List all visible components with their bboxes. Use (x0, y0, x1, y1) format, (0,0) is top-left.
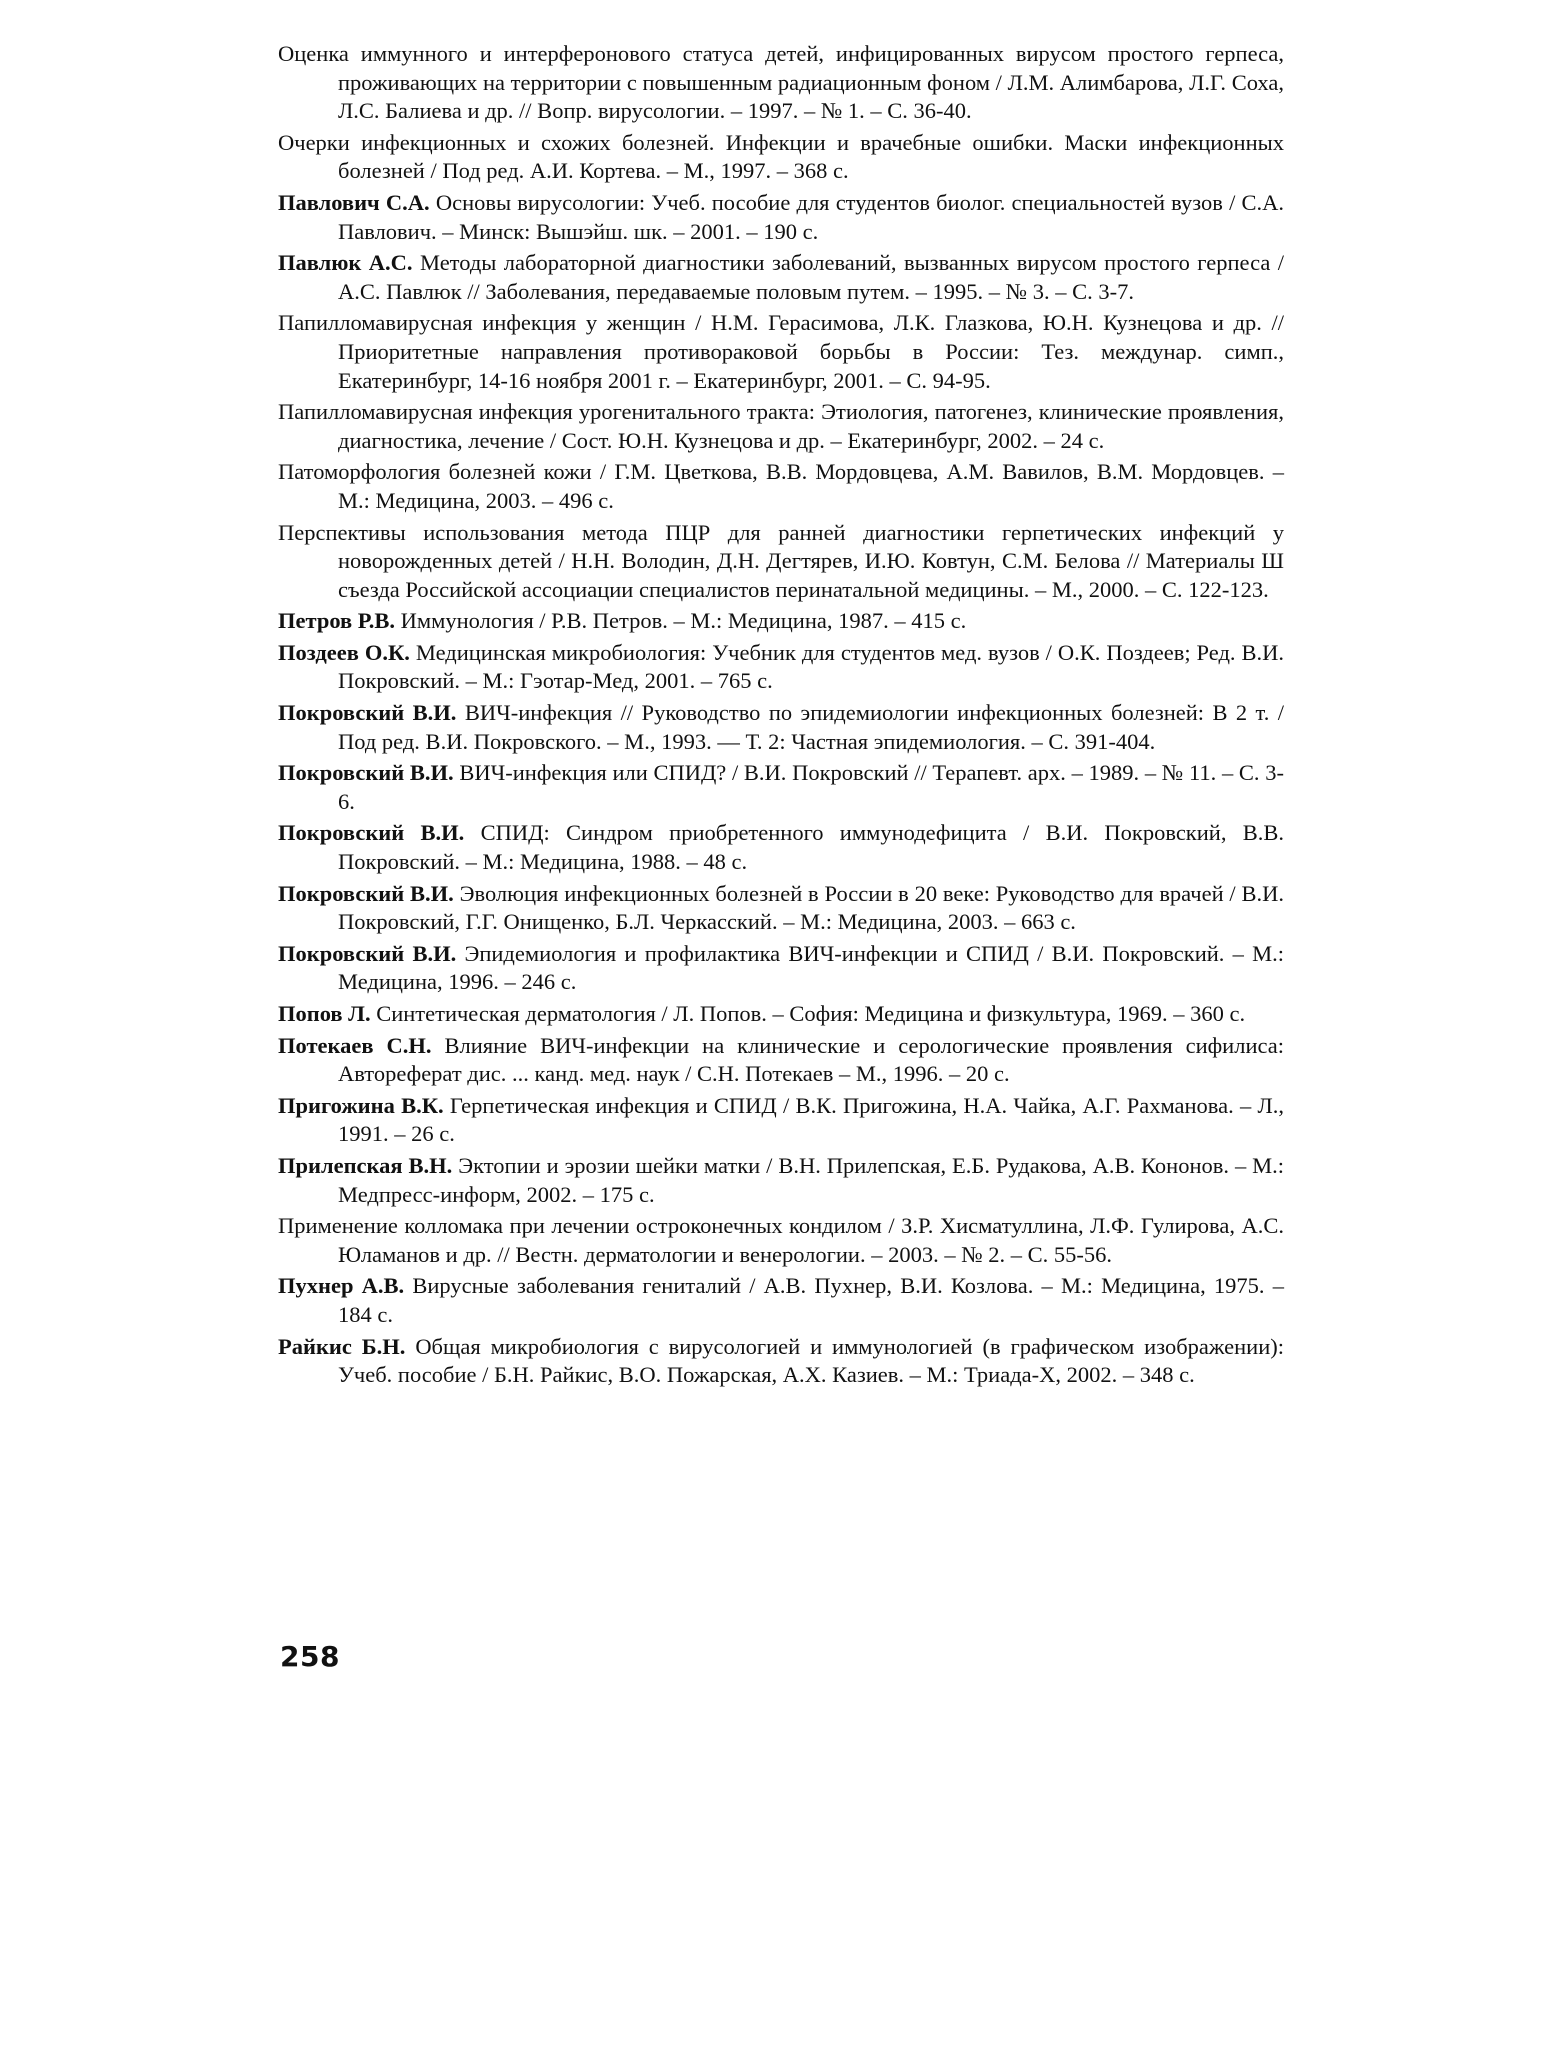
reference-author: Поздеев О.К. (278, 639, 410, 665)
reference-text: Эпидемиология и профилактика ВИЧ-инфекции и СПИД / В.И. Покровский. – М.: Медицина, 1996. – 246 с. (338, 940, 1285, 995)
reference-text: Вирусные заболевания гениталий / А.В. Пухнер, В.И. Козлова. – М.: Медицина, 1975. – 184 с. (338, 1273, 1284, 1327)
reference-text: Эктопии и эрозии шейки матки / В.Н. Прилепская, Е.Б. Рудакова, А.В. Кононов. – М.: Медпресс-информ, 2002. – 175 с. (338, 1152, 1285, 1207)
reference-entry (278, 1092, 1284, 1149)
reference-text: Папилломавирусная инфекция урогенитального тракта: Этиология, патогенез, клинические проявления, диагностика, лечение / Сост. Ю.Н. Кузнецова и др. – Екатеринбург, 2002. – 24 с. (278, 399, 1284, 453)
reference-text: Патоморфология болезней кожи / Г.М. Цветкова, В.В. Мордовцева, А.М. Вавилов, В.М. Мордовцев. – М.: Медицина, 2003. – 496 с. (278, 459, 1284, 513)
reference-text: ВИЧ-инфекция // Руководство по эпидемиологии инфекционных болезней: В 2 т. / Под ред. В.И. Покровского. – М., 1993. — Т. 2: Частная эпидемиология. – С. 391-404. (338, 700, 1284, 754)
reference-text: Оценка иммунного и интерферонового статуса детей, инфицированных вирусом простого герпеса, проживающих на территории с повышенным радиационным фоном / Л.М. Алимбарова, Л.Г. Соха, Л.С. Балиева и др. // Вопр. вирусологии. – 1997. – № 1. – С. 36-40. (278, 41, 1284, 124)
reference-author: Прилепская В.Н. (278, 1152, 453, 1178)
reference-text: СПИД: Синдром приобретенного иммунодефицита / В.И. Покровский, В.В. Покровский. – М.: Медицина, 1988. – 48 с. (338, 820, 1285, 875)
reference-entry (278, 1212, 1284, 1269)
reference-text: Основы вирусологии: Учеб. пособие для студентов биолог. специальностей вузов / С.А. Павлович. – Минск: Вышэйш. шк. – 2001. – 190 с. (338, 189, 1284, 244)
reference-entry (278, 129, 1284, 186)
reference-entry (278, 458, 1284, 515)
reference-entry (278, 1000, 1284, 1029)
reference-text: Синтетическая дерматология / Л. Попов. – София: Медицина и физкультура, 1969. – 360 с. (376, 1001, 1246, 1026)
reference-author: Павлюк А.С. (278, 250, 413, 276)
reference-entry (278, 519, 1284, 605)
reference-text: Эволюция инфекционных болезней в России в 20 веке: Руководство для врачей / В.И. Покровский, Г.Г. Онищенко, Б.Л. Черкасский. – М.: Медицина, 2003. – 663 с. (338, 880, 1285, 935)
reference-text: Влияние ВИЧ-инфекции на клинические и серологические проявления сифилиса: Автореферат дис. ... канд. мед. наук / С.Н. Потекаев – М., 1996. – 20 с. (338, 1032, 1284, 1087)
reference-entry (278, 639, 1284, 696)
reference-entry (278, 249, 1284, 306)
reference-text: Папилломавирусная инфекция у женщин / Н.М. Герасимова, Л.К. Глазкова, Ю.Н. Кузнецова и др. // Приоритетные направления противораковой борьбы в России: Тез. междунар. симп., Екатеринбург, 14-16 ноября 2001 г. – Екатеринбург, 2001. – С. 94-95. (278, 310, 1284, 393)
reference-list (278, 40, 1284, 1393)
reference-author: Покровский В.И. (278, 820, 465, 846)
reference-author: Райкис Б.Н. (278, 1333, 406, 1359)
reference-entry (278, 940, 1284, 997)
reference-entry (278, 759, 1284, 816)
reference-entry (278, 607, 1284, 636)
reference-entry (278, 1333, 1284, 1390)
reference-text: Очерки инфекционных и схожих болезней. Инфекции и врачебные ошибки. Маски инфекционных болезней / Под ред. А.И. Кортева. – М., 1997. – 368 с. (278, 129, 1284, 184)
reference-text: Медицинская микробиология: Учебник для студентов мед. вузов / О.К. Поздеев; Ред. В.И. Покровский. – М.: Гэотар-Мед, 2001. – 765 с. (338, 639, 1284, 694)
reference-author: Покровский В.И. (278, 880, 454, 906)
reference-author: Пухнер А.В. (278, 1273, 405, 1299)
reference-text: Методы лабораторной диагностики заболеваний, вызванных вирусом простого герпеса / А.С. Павлюк // Заболевания, передаваемые половым путем. – 1995. – № 3. – С. 3-7. (338, 250, 1284, 304)
reference-entry (278, 398, 1284, 455)
reference-entry (278, 819, 1284, 876)
reference-entry (278, 880, 1284, 937)
reference-entry (278, 189, 1284, 246)
reference-entry (278, 1152, 1284, 1209)
reference-author: Павлович С.А. (278, 189, 430, 215)
reference-author: Покровский В.И. (278, 700, 457, 726)
reference-author: Покровский В.И. (278, 940, 457, 966)
reference-author: Покровский В.И. (278, 760, 454, 786)
reference-author: Попов Л. (278, 1001, 371, 1026)
page-number: 258 (280, 1640, 340, 1673)
reference-entry (278, 40, 1284, 126)
reference-text: Применение колломака при лечении остроконечных кондилом / З.Р. Хисматуллина, Л.Ф. Гулирова, А.С. Юламанов и др. // Вестн. дерматологии и венерологии. – 2003. – № 2. – С. 55-56. (278, 1213, 1284, 1267)
reference-entry (278, 1272, 1284, 1329)
reference-text: Герпетическая инфекция и СПИД / В.К. Пригожина, Н.А. Чайка, А.Г. Рахманова. – Л., 1991. – 26 с. (338, 1092, 1284, 1147)
reference-text: Иммунология / Р.В. Петров. – М.: Медицина, 1987. – 415 с. (400, 608, 967, 634)
reference-author: Потекаев С.Н. (278, 1032, 432, 1058)
reference-text: Перспективы использования метода ПЦР для ранней диагностики герпетических инфекций у новорожденных детей / Н.Н. Володин, Д.Н. Дегтярев, И.Ю. Ковтун, С.М. Белова // Материалы Ш съезда Российской ассоциации специалистов перинатальной медицины. – М., 2000. – С. 122-123. (278, 519, 1284, 602)
reference-author: Пригожина В.К. (278, 1092, 444, 1118)
reference-text: ВИЧ-инфекция или СПИД? / В.И. Покровский // Терапевт. арх. – 1989. – № 11. – С. 3-6. (338, 760, 1284, 814)
reference-entry (278, 309, 1284, 395)
reference-entry (278, 699, 1284, 756)
reference-author: Петров Р.В. (278, 608, 395, 634)
reference-entry (278, 1032, 1284, 1089)
reference-text: Общая микробиология с вирусологией и иммунологией (в графическом изображении): Учеб. пособие / Б.Н. Райкис, В.О. Пожарская, А.Х. Казиев. – М.: Триада-Х, 2002. – 348 с. (338, 1333, 1285, 1388)
